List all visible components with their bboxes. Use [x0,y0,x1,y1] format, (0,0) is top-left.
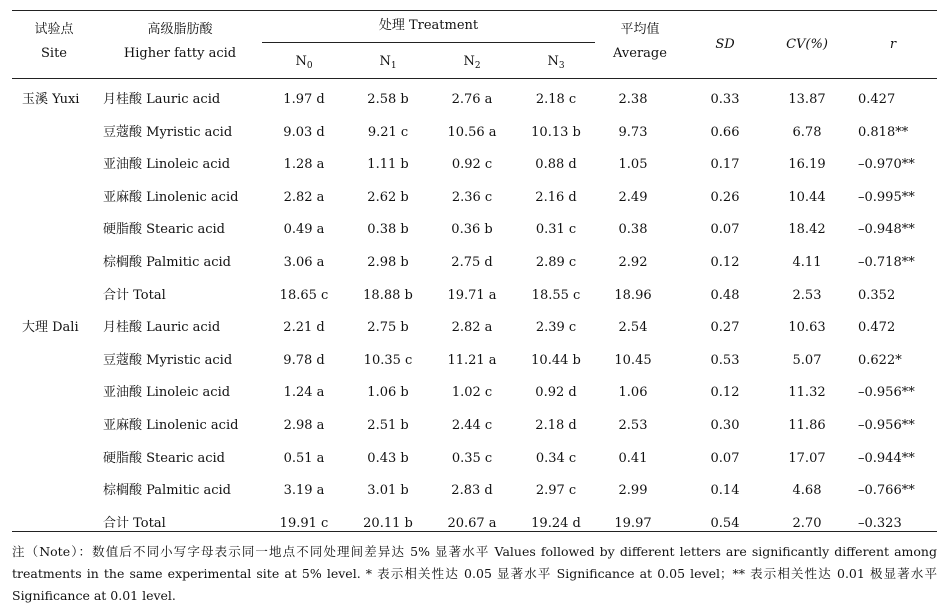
cell-n1: 0.38 b [367,222,409,237]
cell-cv: 4.68 [792,483,822,498]
cell-n3: 2.97 c [535,483,577,498]
cell-n2: 2.75 d [451,255,493,270]
cell-n1: 2.58 b [367,92,409,107]
cell-n2: 0.92 c [451,157,493,172]
header-n2-label: N [463,54,475,69]
cell-acid: 月桂酸 Lauric acid [103,92,221,107]
cell-cv: 13.87 [788,92,826,107]
cell-n3: 2.18 d [535,418,577,433]
header-acid-cn: 高级脂肪酸 [147,22,213,37]
cell-acid: 棕榈酸 Palmitic acid [103,255,231,270]
header-n3 [514,54,598,70]
cell-acid: 亚麻酸 Linolenic acid [103,190,239,205]
cell-r: 0.622* [858,353,902,368]
cell-n0: 18.65 c [279,288,329,303]
header-n1 [346,54,430,70]
cell-acid: 月桂酸 Lauric acid [103,320,221,335]
cell-r: –0.970** [858,157,915,172]
cell-n0: 0.51 a [283,451,325,466]
header-n0-label: N [295,54,307,69]
cell-n1: 1.06 b [367,385,409,400]
cell-n3: 18.55 c [531,288,581,303]
cell-n1: 20.11 b [363,516,413,531]
header-treatment: 处理 Treatment [378,18,479,33]
cell-n2: 20.67 a [447,516,497,531]
cell-cv: 11.32 [788,385,826,400]
cell-n1: 0.43 b [367,451,409,466]
cell-n1: 10.35 c [363,353,413,368]
cell-r: 0.427 [858,92,896,107]
cell-n2: 2.83 d [451,483,493,498]
cell-sd: 0.07 [710,222,740,237]
cell-site: 大理 Dali [22,320,79,335]
cell-avg: 19.97 [614,516,652,531]
cell-cv: 11.86 [788,418,826,433]
cell-sd: 0.14 [710,483,740,498]
cell-sd: 0.12 [710,255,740,270]
cell-n3: 0.88 d [535,157,577,172]
cell-n1: 3.01 b [367,483,409,498]
treatment-rule [262,42,595,43]
cell-r: –0.948** [858,222,915,237]
header-n1-sub: 1 [390,61,397,71]
cell-r: 0.352 [858,288,896,303]
header-n2-sub: 2 [474,61,481,71]
cell-cv: 5.07 [792,353,822,368]
cell-n0: 1.28 a [283,157,325,172]
cell-r: –0.766** [858,483,915,498]
cell-r: –0.956** [858,418,915,433]
header-site-cn: 试验点 [34,22,74,37]
header-n2 [430,54,514,70]
cell-avg: 2.49 [618,190,648,205]
cell-n2: 19.71 a [447,288,497,303]
cell-avg: 2.53 [618,418,648,433]
cell-n3: 0.31 c [535,222,577,237]
cell-avg: 2.92 [618,255,648,270]
header-average-cn: 平均值 [620,22,660,37]
cell-n3: 0.92 d [535,385,577,400]
cell-n1: 18.88 b [363,288,413,303]
header-average-en: Average [613,46,667,61]
table-note: 注（Note）：数值后不同小写字母表示同一地点不同处理间差异达 5% 显著水平 Values followed by different letters are significantly different among treatments in the same experimental site at 5% level. * 表示相关性达 0.05 显著水平 Significance at 0.05 level；** 表示相关性达 0.01 极显著水平 Significance at 0.01 level. [12,544,937,603]
cell-avg: 1.05 [618,157,648,172]
cell-avg: 1.06 [618,385,648,400]
cell-site: 玉溪 Yuxi [22,92,80,107]
cell-n3: 2.18 c [535,92,577,107]
cell-n2: 2.36 c [451,190,493,205]
cell-sd: 0.12 [710,385,740,400]
cell-n0: 2.98 a [283,418,325,433]
cell-n3: 2.16 d [535,190,577,205]
cell-cv: 2.53 [792,288,822,303]
cell-n0: 2.21 d [283,320,325,335]
cell-r: –0.944** [858,451,915,466]
cell-acid: 硬脂酸 Stearic acid [103,451,226,466]
header-cv-label: CV(%) [786,37,828,52]
header-cv [770,37,844,53]
cell-sd: 0.54 [710,516,740,531]
cell-acid: 亚麻酸 Linolenic acid [103,418,239,433]
cell-n0: 9.78 d [283,353,325,368]
cell-acid: 亚油酸 Linoleic acid [103,385,231,400]
cell-sd: 0.33 [710,92,740,107]
cell-cv: 17.07 [788,451,826,466]
cell-cv: 18.42 [788,222,826,237]
cell-acid: 硬脂酸 Stearic acid [103,222,226,237]
header-bottom-rule [12,78,937,79]
cell-acid: 豆蔻酸 Myristic acid [103,125,233,140]
header-acid-en: Higher fatty acid [123,46,237,61]
cell-sd: 0.07 [710,451,740,466]
cell-n0: 3.06 a [283,255,325,270]
cell-n0: 1.24 a [283,385,325,400]
cell-n0: 9.03 d [283,125,325,140]
cell-acid: 棕榈酸 Palmitic acid [103,483,231,498]
cell-n1: 2.98 b [367,255,409,270]
cell-avg: 10.45 [614,353,652,368]
cell-acid: 合计 Total [103,516,166,531]
header-n3-label: N [547,54,559,69]
cell-r: 0.472 [858,320,896,335]
cell-n1: 2.75 b [367,320,409,335]
cell-cv: 16.19 [788,157,826,172]
cell-n0: 0.49 a [283,222,325,237]
cell-n2: 10.56 a [447,125,497,140]
cell-avg: 18.96 [614,288,652,303]
cell-n2: 0.35 c [451,451,493,466]
cell-sd: 0.26 [710,190,740,205]
top-rule [12,10,937,11]
cell-avg: 2.38 [618,92,648,107]
cell-n3: 2.89 c [535,255,577,270]
header-r: r [889,37,897,52]
cell-r: 0.818** [858,125,909,140]
header-n3-sub: 3 [558,61,565,71]
cell-n3: 19.24 d [531,516,581,531]
cell-cv: 10.44 [788,190,826,205]
cell-n2: 2.44 c [451,418,493,433]
cell-n1: 2.62 b [367,190,409,205]
header-n0-sub: 0 [306,61,313,71]
cell-sd: 0.48 [710,288,740,303]
cell-avg: 2.99 [618,483,648,498]
cell-avg: 0.38 [618,222,648,237]
header-n1-label: N [379,54,391,69]
cell-avg: 9.73 [618,125,648,140]
cell-n2: 11.21 a [447,353,497,368]
cell-r: –0.323 [858,516,902,531]
cell-n3: 10.13 b [531,125,581,140]
cell-sd: 0.53 [710,353,740,368]
cell-sd: 0.66 [710,125,740,140]
cell-n0: 3.19 a [283,483,325,498]
cell-acid: 豆蔻酸 Myristic acid [103,353,233,368]
cell-n3: 10.44 b [531,353,581,368]
cell-n0: 2.82 a [283,190,325,205]
cell-sd: 0.30 [710,418,740,433]
cell-avg: 2.54 [618,320,648,335]
cell-r: –0.995** [858,190,915,205]
cell-r: –0.956** [858,385,915,400]
cell-acid: 亚油酸 Linoleic acid [103,157,231,172]
cell-n2: 2.76 a [451,92,493,107]
cell-r: –0.718** [858,255,915,270]
cell-n2: 1.02 c [451,385,493,400]
cell-sd: 0.27 [710,320,740,335]
header-sd: SD [715,37,735,52]
cell-n3: 2.39 c [535,320,577,335]
cell-n1: 1.11 b [367,157,409,172]
cell-cv: 6.78 [792,125,822,140]
header-n0 [262,54,346,70]
cell-n0: 1.97 d [283,92,325,107]
header-site-en: Site [41,46,67,61]
cell-cv: 2.70 [792,516,822,531]
cell-n1: 9.21 c [367,125,409,140]
cell-acid: 合计 Total [103,288,166,303]
cell-sd: 0.17 [710,157,740,172]
cell-n0: 19.91 c [279,516,329,531]
cell-n1: 2.51 b [367,418,409,433]
cell-n2: 0.36 b [451,222,493,237]
cell-cv: 10.63 [788,320,826,335]
cell-avg: 0.41 [618,451,648,466]
cell-n3: 0.34 c [535,451,577,466]
cell-n2: 2.82 a [451,320,493,335]
cell-cv: 4.11 [792,255,822,270]
